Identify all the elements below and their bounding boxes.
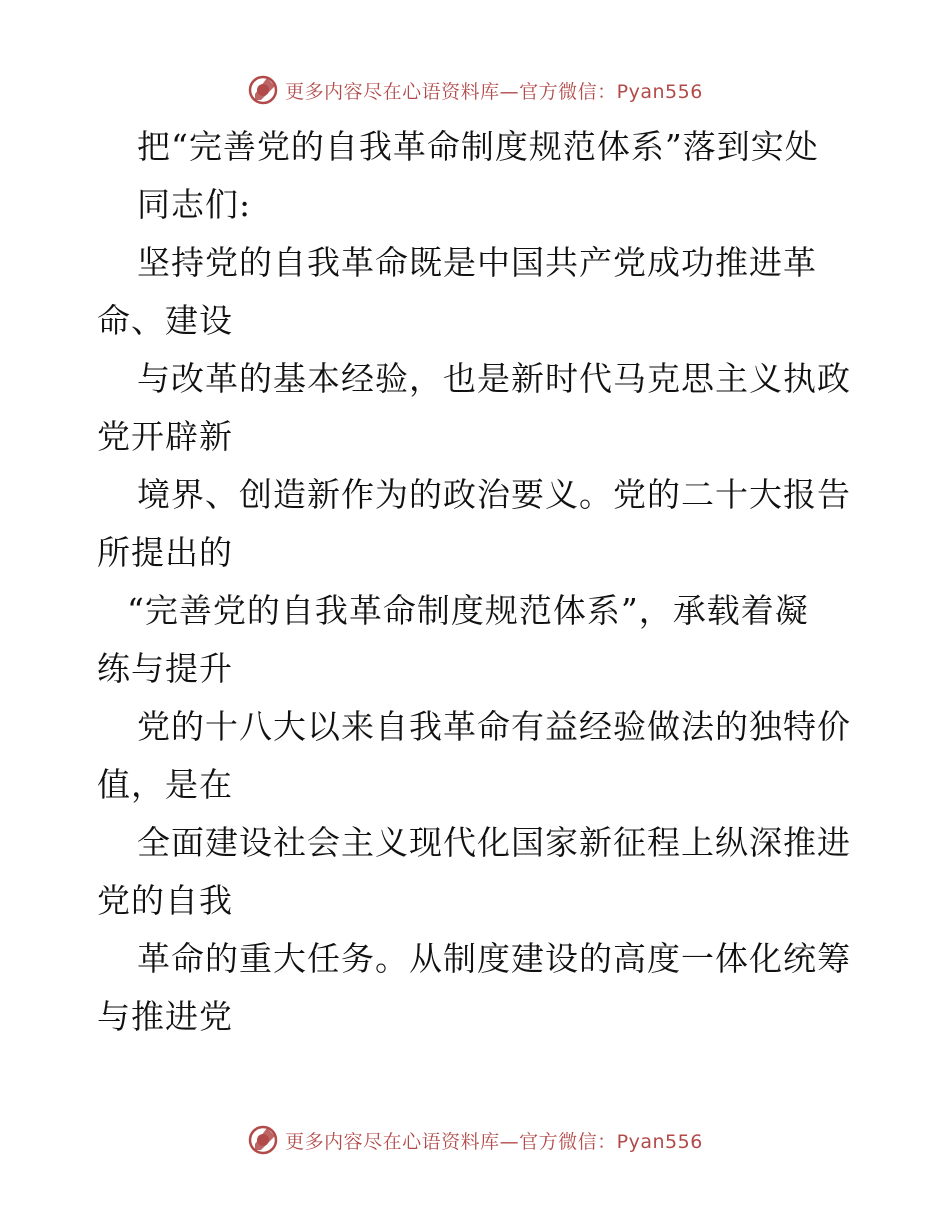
text-line: 全面建设社会主义现代化国家新征程上纵深推进: [137, 823, 851, 862]
footer-watermark: [0, 1120, 950, 1160]
text-line: 党的自我: [97, 881, 233, 920]
text-line: 坚持党的自我革命既是中国共产党成功推进革: [137, 243, 817, 282]
header-watermark: [0, 70, 950, 110]
text-line: 练与提升: [97, 649, 233, 688]
text-line: 值，是在: [97, 765, 233, 804]
document-title: 把“完善党的自我革命制度规范体系”落到实处: [137, 127, 819, 166]
text-line: “完善党的自我革命制度规范体系”，承载着凝: [127, 591, 809, 630]
text-line: 所提出的: [97, 533, 233, 572]
header-watermark-text: 更多内容尽在心语资料库—官方微信：Pyan556: [285, 80, 703, 103]
text-line: 革命的重大任务。从制度建设的高度一体化统筹: [137, 939, 851, 978]
text-line: 党的十八大以来自我革命有益经验做法的独特价: [137, 707, 851, 746]
text-line: 与改革的基本经验，也是新时代马克思主义执政: [137, 359, 851, 398]
pen-logo-icon: [247, 74, 279, 106]
footer-watermark-text: 更多内容尽在心语资料库—官方微信：Pyan556: [285, 1130, 703, 1153]
text-line: 境界、创造新作为的政治要义。党的二十大报告: [137, 475, 851, 514]
text-line: 与推进党: [97, 997, 233, 1036]
text-line: 命、建设: [97, 301, 233, 340]
document-body: [97, 118, 857, 1046]
pen-logo-icon: [247, 1124, 279, 1156]
text-line: 党开辟新: [97, 417, 233, 456]
salutation: 同志们:: [137, 185, 252, 224]
